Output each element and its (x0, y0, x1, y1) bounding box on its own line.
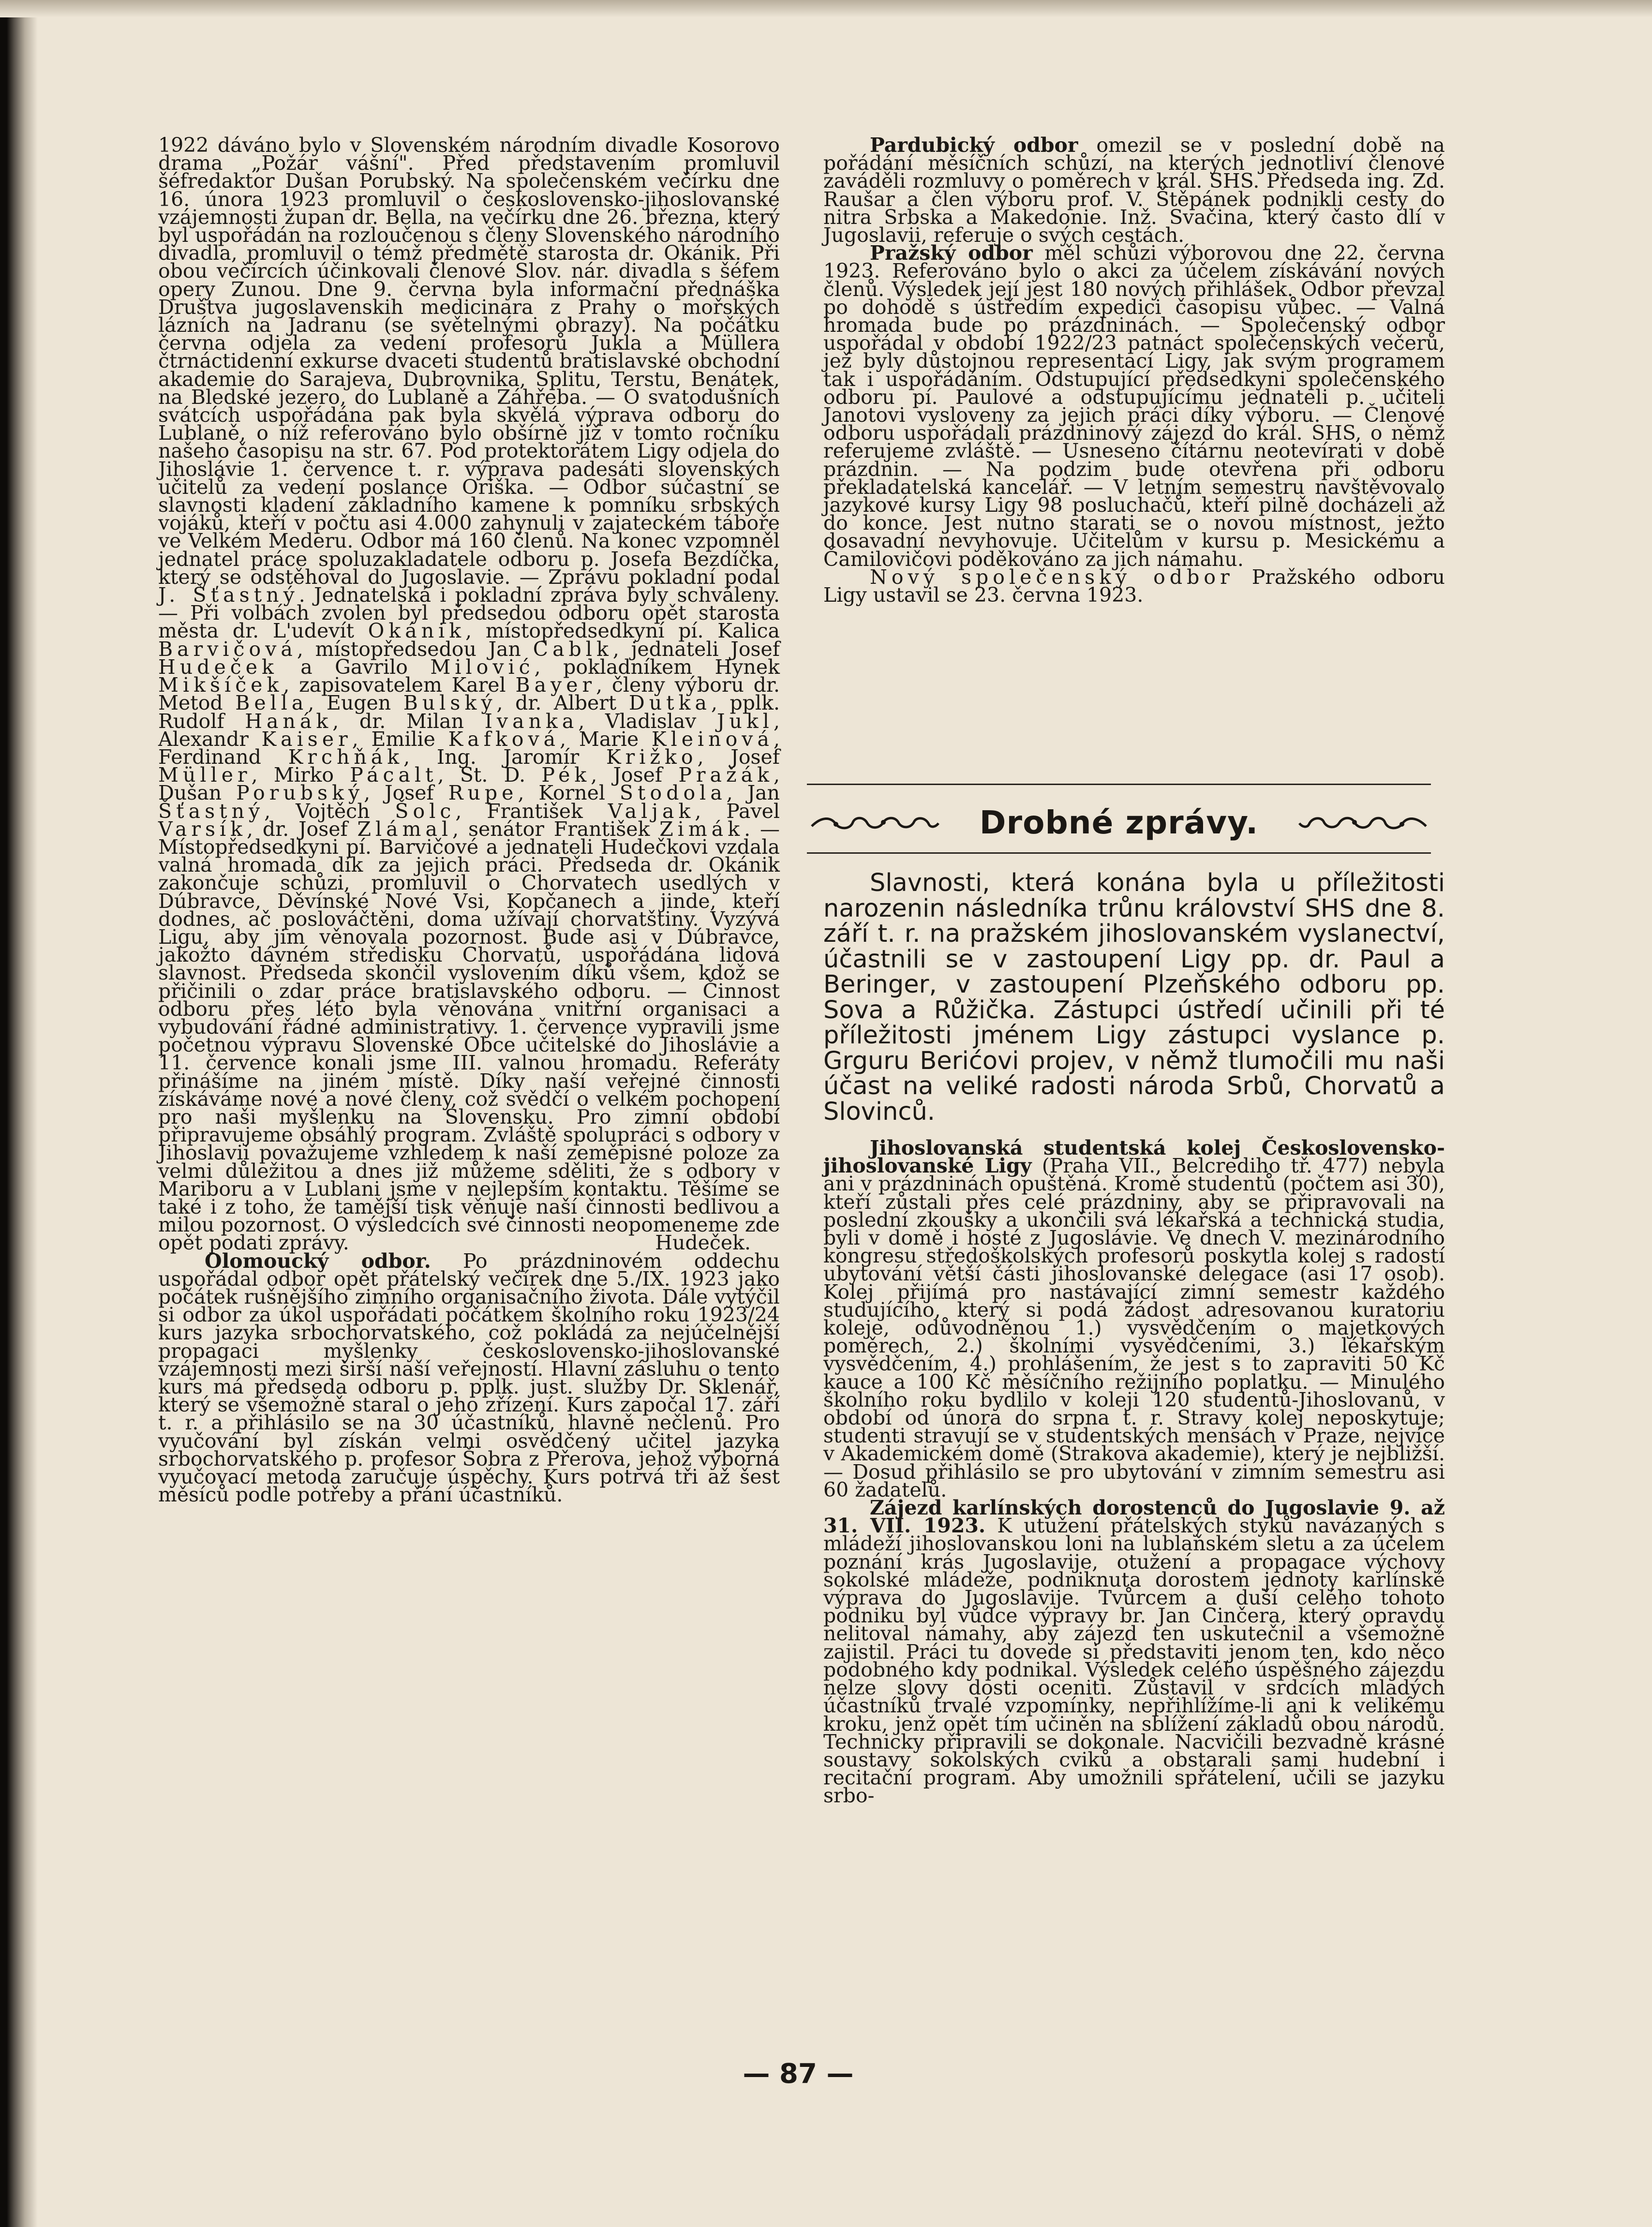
left-ornament-icon (807, 813, 942, 832)
right-column-top (823, 134, 1445, 607)
dormitory-heading: Jihoslovanská studentská kolej Československo-jihoslovanské Ligy (823, 1136, 1445, 1178)
right-column-bottom (823, 1136, 1445, 1808)
section-rule-bottom (807, 852, 1431, 854)
page-number: — 87 — (743, 2058, 854, 2090)
lead-paragraph: Slavnosti, která konána byla u příležitosti narozenin následníka trůnu království SHS dne 8. září t. r. na pražském jihoslovanském vyslanectví, účastnili se v zastoupení Ligy pp. dr. Paul a Beringer, v zastoupení Plzeňského odboru pp. Sova a Růžička. Zástupci ústředí učinili při té příležitosti jménem Ligy zástupci vyslance p. Grguru Berićovi projev, v němž tlumočili mu naši účast na veliké radosti národa Srbů, Chorvatů a Slovinců. (823, 869, 1445, 1126)
new-social-branch-note: Nový společenský odbor Pražského odboru Ligy ustavil se 23. června 1923. (823, 565, 1445, 607)
student-dormitory-report: Jihoslovanská studentská kolej Československo-jihoslovanské Ligy (Praha VII., Belcrediho tř. 477) nebyla ani v prázdninách opuštěná. Kromě studentů (počtem asi 30), kteří zůstali přes celé prázdniny, aby se připravovali na poslední zkoušky a ukončili svá lékařská a technická studia, byli v domě i hosté z Jugoslávie. Ve dnech V. mezinárodního kongresu středoškolských profesorů poskytla kolej s radostí ubytování větší části jihoslovanské delegace (asi 17 osob). Kolej přijímá pro nastávající zimní semestr každého studujícího, který si podá žádost adresovanou kuratoriu koleje, odůvodněnou 1.) vysvědčením o majetkových poměrech, 2.) školními vysvědčeními, 3.) lékařským vysvědčením, 4.) prohlášením, že jest s to zapraviti 50 Kč kauce a 100 Kč měsíčního režijního poplatku. — Minulého školního roku bydlilo v koleji 120 studentů-Jihoslovanů, v období od února do srpna t. r. Stravy kolej neposkytuje; studenti stravují se v studentských mensách v Praze, nejvíce v Akademickém domě (Strakova akademie), který je nejbližší. — Dosud přihlásilo se pro ubytování v zimním semestru asi 60 žadatelů. (823, 1136, 1445, 1501)
olomouc-report: Olomoucký odbor. Po prázdninovém oddechu uspořádal odbor opět přátelský večírek dne 5./IX. 1923 jako počátek rušnějšího zimního organisačního života. Dále vytýčil si odbor za úkol uspořádati počátkem školního roku 1923/24 kurs jazyka srbochorvatského, což pokládá za nejúčelnější propagaci myšlenky československo-jihoslovanské vzájemnosti mezi širší naší veřejností. Hlavní zásluhu o tento kurs má předseda odboru p. pplk. just. služby Dr. Sklenář, který se všemožně staral o jeho zřízení. Kurs započal 17. září t. r. a přihlásilo se na 30 účastníků, hlavně nečlenů. Pro vyučování byl získán velmi osvědčený učitel jazyka srbochorvatského p. profesor Šobra z Přerova, jehož výborná vyučovací metoda zaručuje úspěchy. Kurs potrvá tři až šest měsíců podle potřeby a přání účastníků. (158, 1249, 780, 1507)
report-signature: Hudeček. (655, 1231, 751, 1255)
section-header (807, 801, 1431, 844)
section-title: Drobné zprávy. (979, 803, 1259, 841)
left-column (158, 134, 780, 1507)
olomouc-heading: Olomoucký odbor. (205, 1249, 431, 1273)
book-binding-edge (0, 0, 38, 2227)
karlin-trip-heading: Zájezd karlínských dorostenců do Jugoslavie 9. až 31. VII. 1923. (823, 1496, 1445, 1538)
right-ornament-icon (1295, 813, 1431, 832)
pardubice-report: Pardubický odbor omezil se v poslední době na pořádání měsíčních schůzí, na kterých jednotliví členové zaváděli rozmluvy o poměrech v král. SHS. Předseda ing. Zd. Raušar a člen výboru prof. V. Štěpánek podnikli cesty do nitra Srbska a Makedonie. Inž. Svačina, který často dlí v Jugoslavii, referuje o svých cestách. (823, 134, 1445, 247)
section-rule-top (807, 784, 1431, 785)
prague-report: Pražský odbor měl schůzi výborovou dne 22. června 1923. Referováno bylo o akci za účelem získávání nových členů. Výsledek její jest 180 nových přihlášek. Odbor převzal po dohodě s ústředím expedici časopisu vůbec. — Valná hromada bude po prázdninách. — Společenský odbor uspořádal v období 1922/23 patnáct společenských večerů, jež byly důstojnou representací Ligy, jak svým programem tak i uspořádáním. Odstupující předsedkyni společenského odboru pí. Paulové a odstupujícímu jednateli p. učiteli Janotovi vysloveny za jejich práci díky výboru. — Členové odboru uspořádali prázdninový zájezd do král. SHS, o němž referujeme zvláště. — Usneseno čítárnu neotevírati v době prázdnin. — Na podzim bude otevřena při odboru překladatelská kancelář. — V letním semestru navštěvovalo jazykové kursy Ligy 98 posluchačů, kteří pilně docházeli až do konce. Jest nutno starati se o novou místnost, ježto dosavadní nevyhovuje. Učitelům v kursu p. Mesickému a Čamilovičovi poděkováno za jich námahu. (823, 241, 1445, 571)
bratislava-report: 1922 dáváno bylo v Slovenském národním divadle Kosorovo drama „Požár vášní". Před představením promluvil šéfredaktor Dušan Porubský. Na společenském večírku dne 16. února 1923 promluvil o československo-jihoslovanské vzájemnosti župan dr. Bella, na večírku dne 26. března, který byl uspořádán na rozloučenou s členy Slovenského národního divadla, promluvil o témž předmětě starosta dr. Okánik. Při obou večírcích účinkovali členové Slov. nár. divadla s šéfem opery Zunou. Dne 9. června byla informační přednáška Društva jugoslavenskih medicinara z Prahy o mořských lázních na Jadranu (se světelnými obrazy). Na počátku června odjela za vedení profesorů Jukla a Müllera čtrnáctidenní exkurse dvaceti studentů bratislavské obchodní akademie do Sarajeva, Dubrovnika, Splitu, Terstu, Benátek, na Bledské jezero, do Lublaně a Záhřeba. — O svatodušních svátcích uspořádána pak byla skvělá výprava odboru do Lublaně, o níž referováno bylo obšírně již v tomto ročníku našeho časopisu na str. 67. Pod protektorátem Ligy odjela do Jihoslávie 1. července t. r. výprava padesáti slovenských učitelů za vedení poslance Oriška. — Odbor súčastní se slavnosti kladení základního kamene k pomníku srbských vojáků, kteří v počtu asi 4.000 zahynuli v zajateckém táboře ve Velkém Mederu. Odbor má 160 členů. Na konec vzpomněl jednatel práce spoluzakladatele odboru p. Josefa Bezdíčka, který se odstěhoval do Jugoslavie. — Zprávu pokladní podal J. Šťastný. Jednatelská i pokladní zpráva byly schváleny. — Při volbách zvolen byl předsedou odboru opět starosta města dr. L'udevít Okánik, místopředsedkyní pí. Kalica Barvičová, místopředsedou Jan Cablk, jednateli Josef Hudeček a Gavrilo Milović, pokladníkem Hynek Mikšíček, zapisovatelem Karel Bayer, členy výboru dr. Metod Bella, Eugen Bulský, dr. Albert Dutka, pplk. Rudolf Hanák, dr. Milan Ivanka, Vladislav Jukl, Alexandr Kaiser, Emilie Kafková, Marie Kleinová, Ferdinand Krchňák, Ing. Jaromír Križko, Josef Müller, Mirko Pácalt, St. D. Pék, Josef Pražák, Dušan Porubský, Josef Rupe, Kornel Stodola, Jan Šťastný, Vojtěch Šolc, František Valjak, Pavel Varsík, dr. Josef Zlámal, senátor František Zimák. — Místopředsedkyni pí. Barvičové a jednateli Hudečkovi vzdala valná hromada dík za jejich práci. Předseda dr. Okánik zakončuje schůzi, promluvil o Chorvatech usedlých v Dúbravce, Děvínské Nové Vsi, Kopčanech a jinde, kteří dodnes, ač poslováčtěni, doma užívají chorvatštiny. Vyzývá Ligu, aby jim věnovala pozornost. Bude asi v Dúbravce, jakožto dávném středisku Chorvatů, uspořádána lidová slavnost. Předseda skončil vyslovením díků všem, kdož se přičinili o zdar práce bratislavského odboru. — Činnost odboru přes léto byla věnována vnitřní organisaci a vybudování řádné administrativy. 1. července vypravili jsme početnou výpravu Slovenské Obce učitelské do Jihoslávie a 11. července konali jsme III. valnou hromadu. Referáty přinášíme na jiném místě. Díky naší veřejné činnosti získáváme nové a nové členy, což svědčí o velkém pochopení pro naši myšlenku na Slovensku. Pro zimní období připravujeme obsáhlý program. Zvláště spolupráci s odbory v Jihoslavii považujeme vzhledem k naší zeměpisné poloze za velmi důležitou a dnes již můžeme sděliti, že s odbory v Mariboru a v Lublani jsme v nejlepším kontaktu. Těšíme se také i z toho, že tamější tisk věnuje naší činnosti bedlivou a milou pozornost. O výsledcích své činnosti neopomeneme zde opět podati zprávy. (158, 134, 780, 1255)
prague-heading: Pražský odbor (870, 241, 1033, 265)
page-top-shadow (0, 0, 1652, 17)
pardubice-heading: Pardubický odbor (870, 134, 1078, 157)
karlin-trip-report: Zájezd karlínských dorostenců do Jugoslavie 9. až 31. VII. 1923. K utužení přátelských styků navázaných s mládeží jihoslovanskou loni na lublaňském sletu a za účelem poznání krás Jugoslavije, otužení a propagace výchovy sokolské mládeže, podniknuta dorostem jednoty karlínské výprava do Jugoslavije. Tvůrcem a duší celého tohoto podniku byl vůdce výpravy br. Jan Cinčera, který opravdu nelitoval námahy, aby zájezd ten uskutečnil a všemožně zajistil. Práci tu dovede si představiti jenom ten, kdo něco podobného kdy podnikal. Výsledek celého úspěšného zájezdu nelze slovy dosti oceniti. Zůstavil v srdcích mladých účastníků trvalé vzpomínky, nepřihlížíme-li ani k velikému kroku, jenž opět tím učiněn na sblížení základů obou národů. Technicky připravili se dokonale. Nacvičili bezvadně krásné soustavy sokolských cviků a obstarali sami hudební i recitační program. Aby umožnili spřátelení, učili se jazyku srbo- (823, 1496, 1445, 1808)
